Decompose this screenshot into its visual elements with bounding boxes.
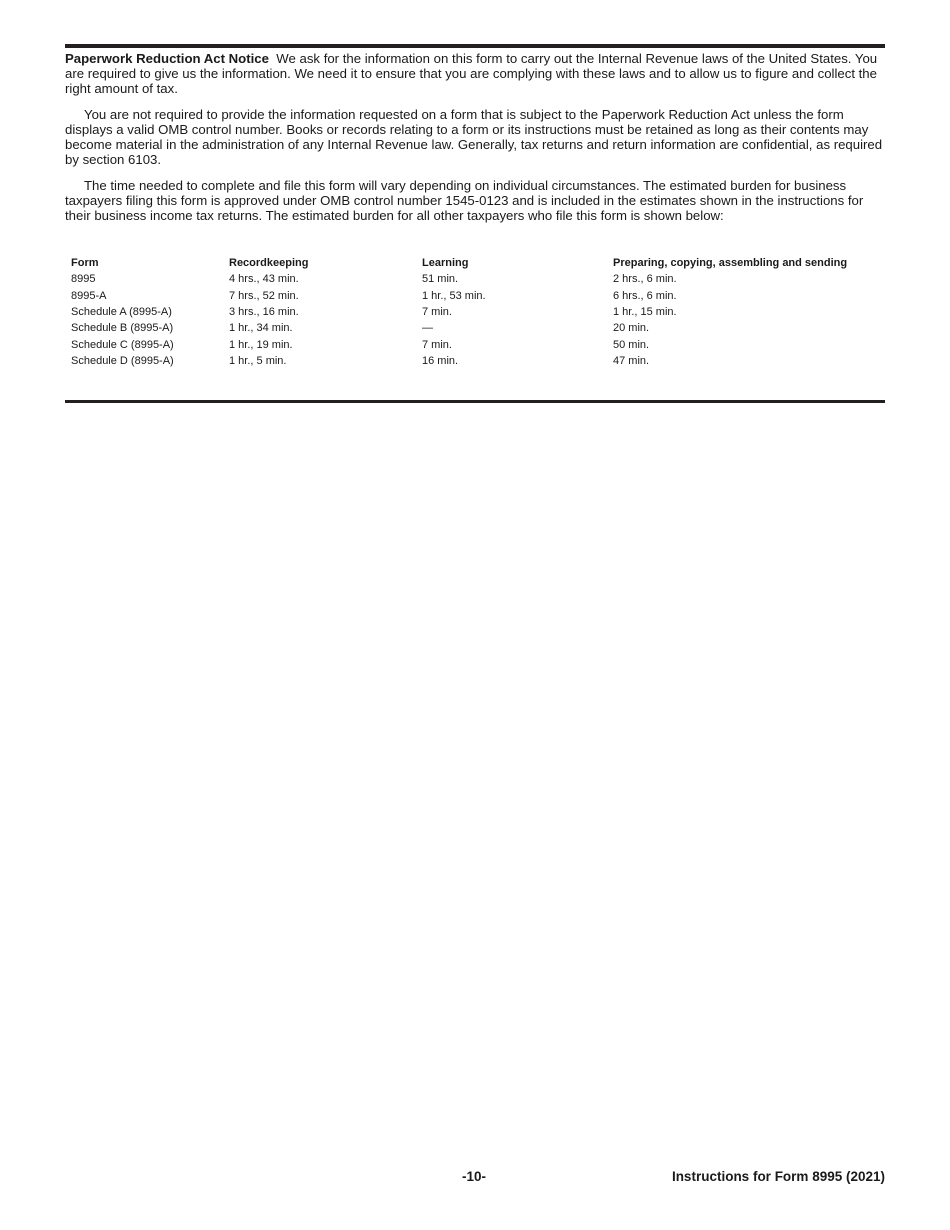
cell-preparing: 1 hr., 15 min. xyxy=(613,306,677,319)
cell-learning: 7 min. xyxy=(422,338,452,351)
table-row xyxy=(65,304,893,320)
cell-learning: — xyxy=(422,322,433,335)
cell-recordkeeping: 7 hrs., 52 min. xyxy=(229,289,299,302)
cell-learning: 16 min. xyxy=(422,354,459,367)
burden-table xyxy=(65,255,893,369)
cell-form: Schedule C (8995-A) xyxy=(71,338,174,351)
cell-recordkeeping: 1 hr., 19 min. xyxy=(229,338,293,351)
notice-title: Paperwork Reduction Act Notice xyxy=(65,51,269,66)
header-learning: Learning xyxy=(422,257,469,270)
header-form: Form xyxy=(71,257,99,270)
cell-preparing: 50 min. xyxy=(613,338,650,351)
page-number: -10- xyxy=(462,1169,487,1184)
table-row xyxy=(65,320,893,336)
table-row xyxy=(65,271,893,287)
top-rule xyxy=(65,44,885,48)
cell-form: Schedule A (8995-A) xyxy=(71,306,172,319)
cell-preparing: 2 hrs., 6 min. xyxy=(613,273,677,286)
notice-paragraph-3: The time needed to complete and file this form will vary depending on individual circumstances. The estimated burden for business taxpayers filing this form is approved under OMB control number 1545-0123 and is included in the estimates shown in the instructions for their business income tax returns. The estimated burden for all other taxpayers who file this form is shown below: xyxy=(65,178,864,223)
cell-recordkeeping: 4 hrs., 43 min. xyxy=(229,273,299,286)
table-header-row xyxy=(65,255,893,271)
table-row xyxy=(65,353,893,369)
cell-recordkeeping: 1 hr., 34 min. xyxy=(229,322,293,335)
header-preparing: Preparing, copying, assembling and sending xyxy=(613,257,848,270)
cell-recordkeeping: 3 hrs., 16 min. xyxy=(229,306,299,319)
notice-paragraph-2: You are not required to provide the information requested on a form that is subject to the Paperwork Reduction Act unless the form displays a valid OMB control number. Books or records relating to a form or its instructions must be retained as long as their contents may become material in the administration of any Internal Revenue law. Generally, tax returns and return information are confidential, as required by section 6103. xyxy=(65,107,883,167)
paperwork-notice xyxy=(65,51,887,234)
cell-form: Schedule D (8995-A) xyxy=(71,354,174,367)
cell-learning: 51 min. xyxy=(422,273,459,286)
cell-learning: 7 min. xyxy=(422,306,452,319)
notice-text-1: We ask for the information on this form to carry out the Internal Revenue laws of the United States. You are required to give us the information. We need it to ensure that you are complying with these laws and to allow us to figure and collect the right amount of tax. xyxy=(65,51,878,96)
table-row xyxy=(65,336,893,352)
cell-learning: 1 hr., 53 min. xyxy=(422,289,486,302)
bottom-rule xyxy=(65,400,885,403)
cell-form: 8995-A xyxy=(71,289,107,302)
cell-preparing: 47 min. xyxy=(613,354,650,367)
cell-form: Schedule B (8995-A) xyxy=(71,322,174,335)
header-recordkeeping: Recordkeeping xyxy=(229,257,309,270)
cell-form: 8995 xyxy=(71,273,96,286)
table-row xyxy=(65,288,893,304)
notice-paragraph-1 xyxy=(65,51,887,96)
cell-preparing: 6 hrs., 6 min. xyxy=(613,289,677,302)
cell-recordkeeping: 1 hr., 5 min. xyxy=(229,354,287,367)
footer-title: Instructions for Form 8995 (2021) xyxy=(671,1169,885,1184)
cell-preparing: 20 min. xyxy=(613,322,650,335)
